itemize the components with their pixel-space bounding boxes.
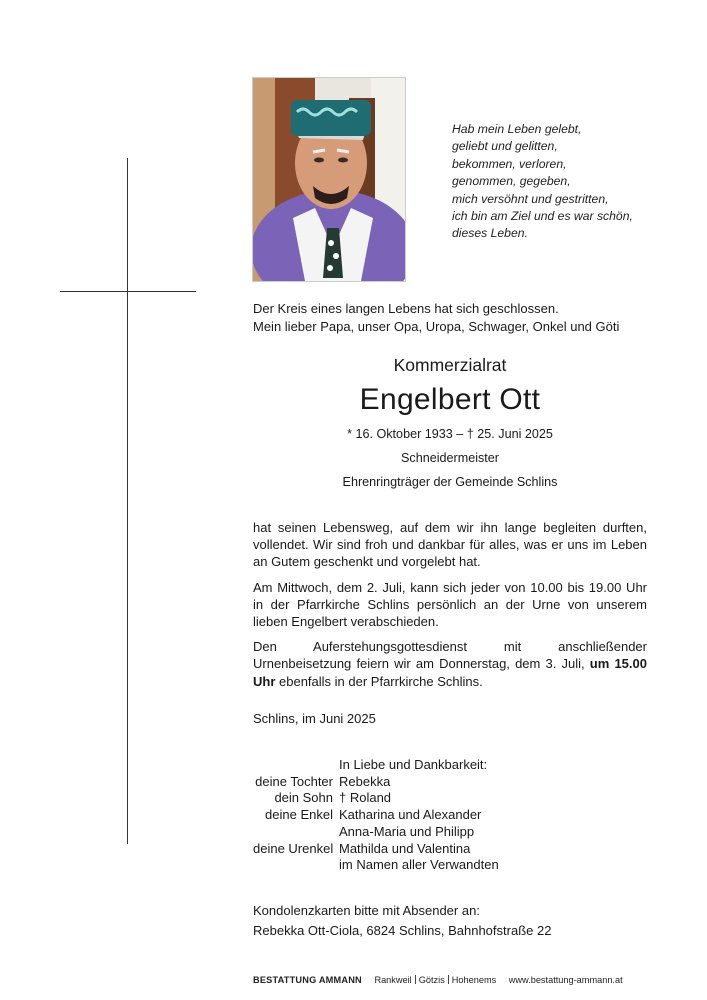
deceased-name: Engelbert Ott bbox=[359, 383, 541, 416]
family-relation: deine Urenkel bbox=[253, 840, 334, 856]
poem-line: Hab mein Leben gelebt, bbox=[452, 122, 582, 136]
service-text: Den Auferstehungsgottesdienst mit anschließender Urnenbeisetzung feiern wir am Donnerstag, dem 3. Juli, bbox=[253, 639, 647, 672]
family-relation: deine Enkel bbox=[265, 807, 333, 823]
divider bbox=[448, 975, 449, 984]
family-row bbox=[253, 774, 499, 791]
family-names: † Roland bbox=[339, 790, 392, 806]
funeral-home-brand: BESTATTUNG AMMANN bbox=[253, 975, 362, 985]
family-names: Rebekka bbox=[339, 773, 391, 789]
poem bbox=[452, 121, 672, 243]
family-heading: In Liebe und Dankbarkeit: bbox=[339, 757, 488, 772]
profession: Schneidermeister bbox=[401, 451, 499, 465]
poem-line: bekommen, verloren, bbox=[452, 156, 567, 171]
body-paragraph: Am Mittwoch, dem 2. Juli, kann sich jeder von 10.00 bis 19.00 Uhr in der Pfarrkirche Schlins persönlich an der Urne von unserem lieben Engelbert verabschieden. bbox=[253, 579, 647, 630]
family-relation bbox=[253, 857, 339, 874]
family-relation: dein Sohn bbox=[274, 790, 333, 806]
place-date: Schlins, im Juni 2025 bbox=[253, 711, 376, 726]
body-paragraph bbox=[253, 638, 647, 690]
family-row bbox=[253, 790, 499, 807]
poem-line: mich versöhnt und gestritten, bbox=[452, 191, 609, 206]
family-row bbox=[253, 841, 499, 858]
portrait-photo bbox=[252, 77, 406, 282]
family-list bbox=[253, 757, 499, 874]
family-relation bbox=[253, 824, 339, 841]
condolence-address bbox=[253, 901, 551, 941]
family-names: im Namen aller Verwandten bbox=[339, 857, 499, 873]
life-dates: * 16. Oktober 1933 – † 25. Juni 2025 bbox=[347, 427, 553, 441]
family-names: Katharina und Alexander bbox=[339, 807, 482, 823]
deceased-title: Kommerzialrat bbox=[393, 355, 507, 375]
poem-line: dieses Leben. bbox=[452, 226, 528, 241]
family-row bbox=[253, 857, 499, 874]
family-row bbox=[253, 807, 499, 824]
family-row bbox=[253, 824, 499, 841]
condolence-address-line: Rebekka Ott-Ciola, 6824 Schlins, Bahnhofstraße 22 bbox=[253, 923, 552, 938]
condolence-line: Kondolenzkarten bitte mit Absender an: bbox=[253, 903, 480, 918]
service-time: um 15.00 Uhr bbox=[253, 656, 647, 689]
footer bbox=[253, 975, 623, 985]
service-text-end: ebenfalls in der Pfarrkirche Schlins. bbox=[275, 673, 483, 689]
announcement-body bbox=[253, 519, 647, 698]
location: Götzis bbox=[418, 975, 445, 985]
cross-vertical-bar bbox=[127, 158, 128, 844]
location: Hohenems bbox=[451, 975, 497, 985]
family-names: Anna-Maria und Philipp bbox=[339, 823, 475, 839]
honor: Ehrenringträger der Gemeinde Schlins bbox=[342, 475, 558, 489]
divider bbox=[415, 975, 416, 984]
location: Rankweil bbox=[374, 975, 412, 985]
poem-line: genommen, gegeben, bbox=[452, 174, 571, 189]
website-link[interactable]: www.bestattung-ammann.at bbox=[508, 975, 623, 985]
intro-text bbox=[253, 300, 619, 335]
family-names: Mathilda und Valentina bbox=[339, 840, 471, 856]
intro-line: Der Kreis eines langen Lebens hat sich geschlossen. bbox=[253, 301, 559, 316]
family-relation: deine Tochter bbox=[255, 773, 333, 789]
poem-line: ich bin am Ziel und es war schön, bbox=[452, 209, 633, 224]
body-paragraph: hat seinen Lebensweg, auf dem wir ihn lange begleiten durften, vollendet. Wir sind froh und dankbar für alles, was er uns im Leben an Gutem geschenkt und vorgelebt hat. bbox=[253, 520, 647, 570]
intro-line: Mein lieber Papa, unser Opa, Uropa, Schwager, Onkel und Göti bbox=[253, 318, 620, 334]
poem-line: geliebt und gelitten, bbox=[452, 139, 558, 154]
cross-horizontal-bar bbox=[60, 291, 196, 292]
